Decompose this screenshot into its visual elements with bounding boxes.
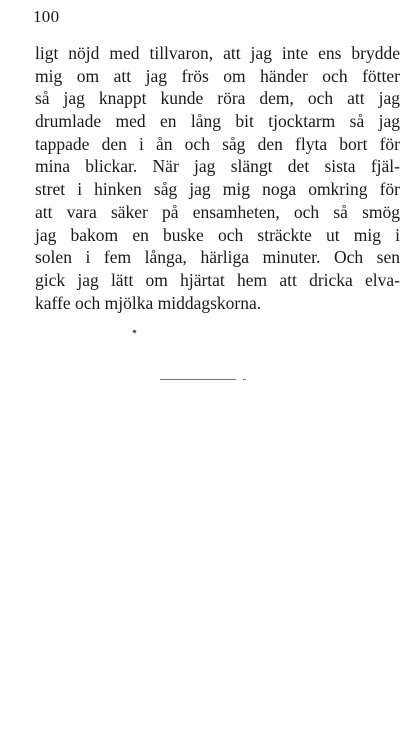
text-line-last: kaffe och mjölka middagskorna. xyxy=(35,292,262,313)
text-line: att vara säker på ensamheten, och så smög xyxy=(35,201,400,222)
text-line: gick jag lätt om hjärtat hem att dricka elva- xyxy=(35,269,400,290)
text-line: drumlade med en lång bit tjocktarm så jag xyxy=(35,111,400,132)
text-line: så jag knappt kunde röra dem, och att jag xyxy=(35,88,400,109)
divider-dot xyxy=(243,379,246,380)
text-line: mig om att jag frös om händer och fötter xyxy=(35,65,400,86)
body-text xyxy=(35,42,400,314)
text-line: mina blickar. När jag slängt det sista fjäl- xyxy=(35,156,400,177)
text-line: tappade den i ån och såg den flyta bort för xyxy=(35,133,400,154)
text-line: jag bakom en buske och sträckte ut mig i xyxy=(35,224,400,245)
stray-ink-mark xyxy=(132,329,136,333)
page-number: 100 xyxy=(33,7,60,26)
text-line: stret i hinken såg jag mig noga omkring för xyxy=(35,179,400,200)
text-line: solen i fem långa, härliga minuter. Och sen xyxy=(35,247,400,268)
text-line: ligt nöjd med tillvaron, att jag inte ens brydde xyxy=(35,43,400,63)
section-divider xyxy=(160,379,236,380)
